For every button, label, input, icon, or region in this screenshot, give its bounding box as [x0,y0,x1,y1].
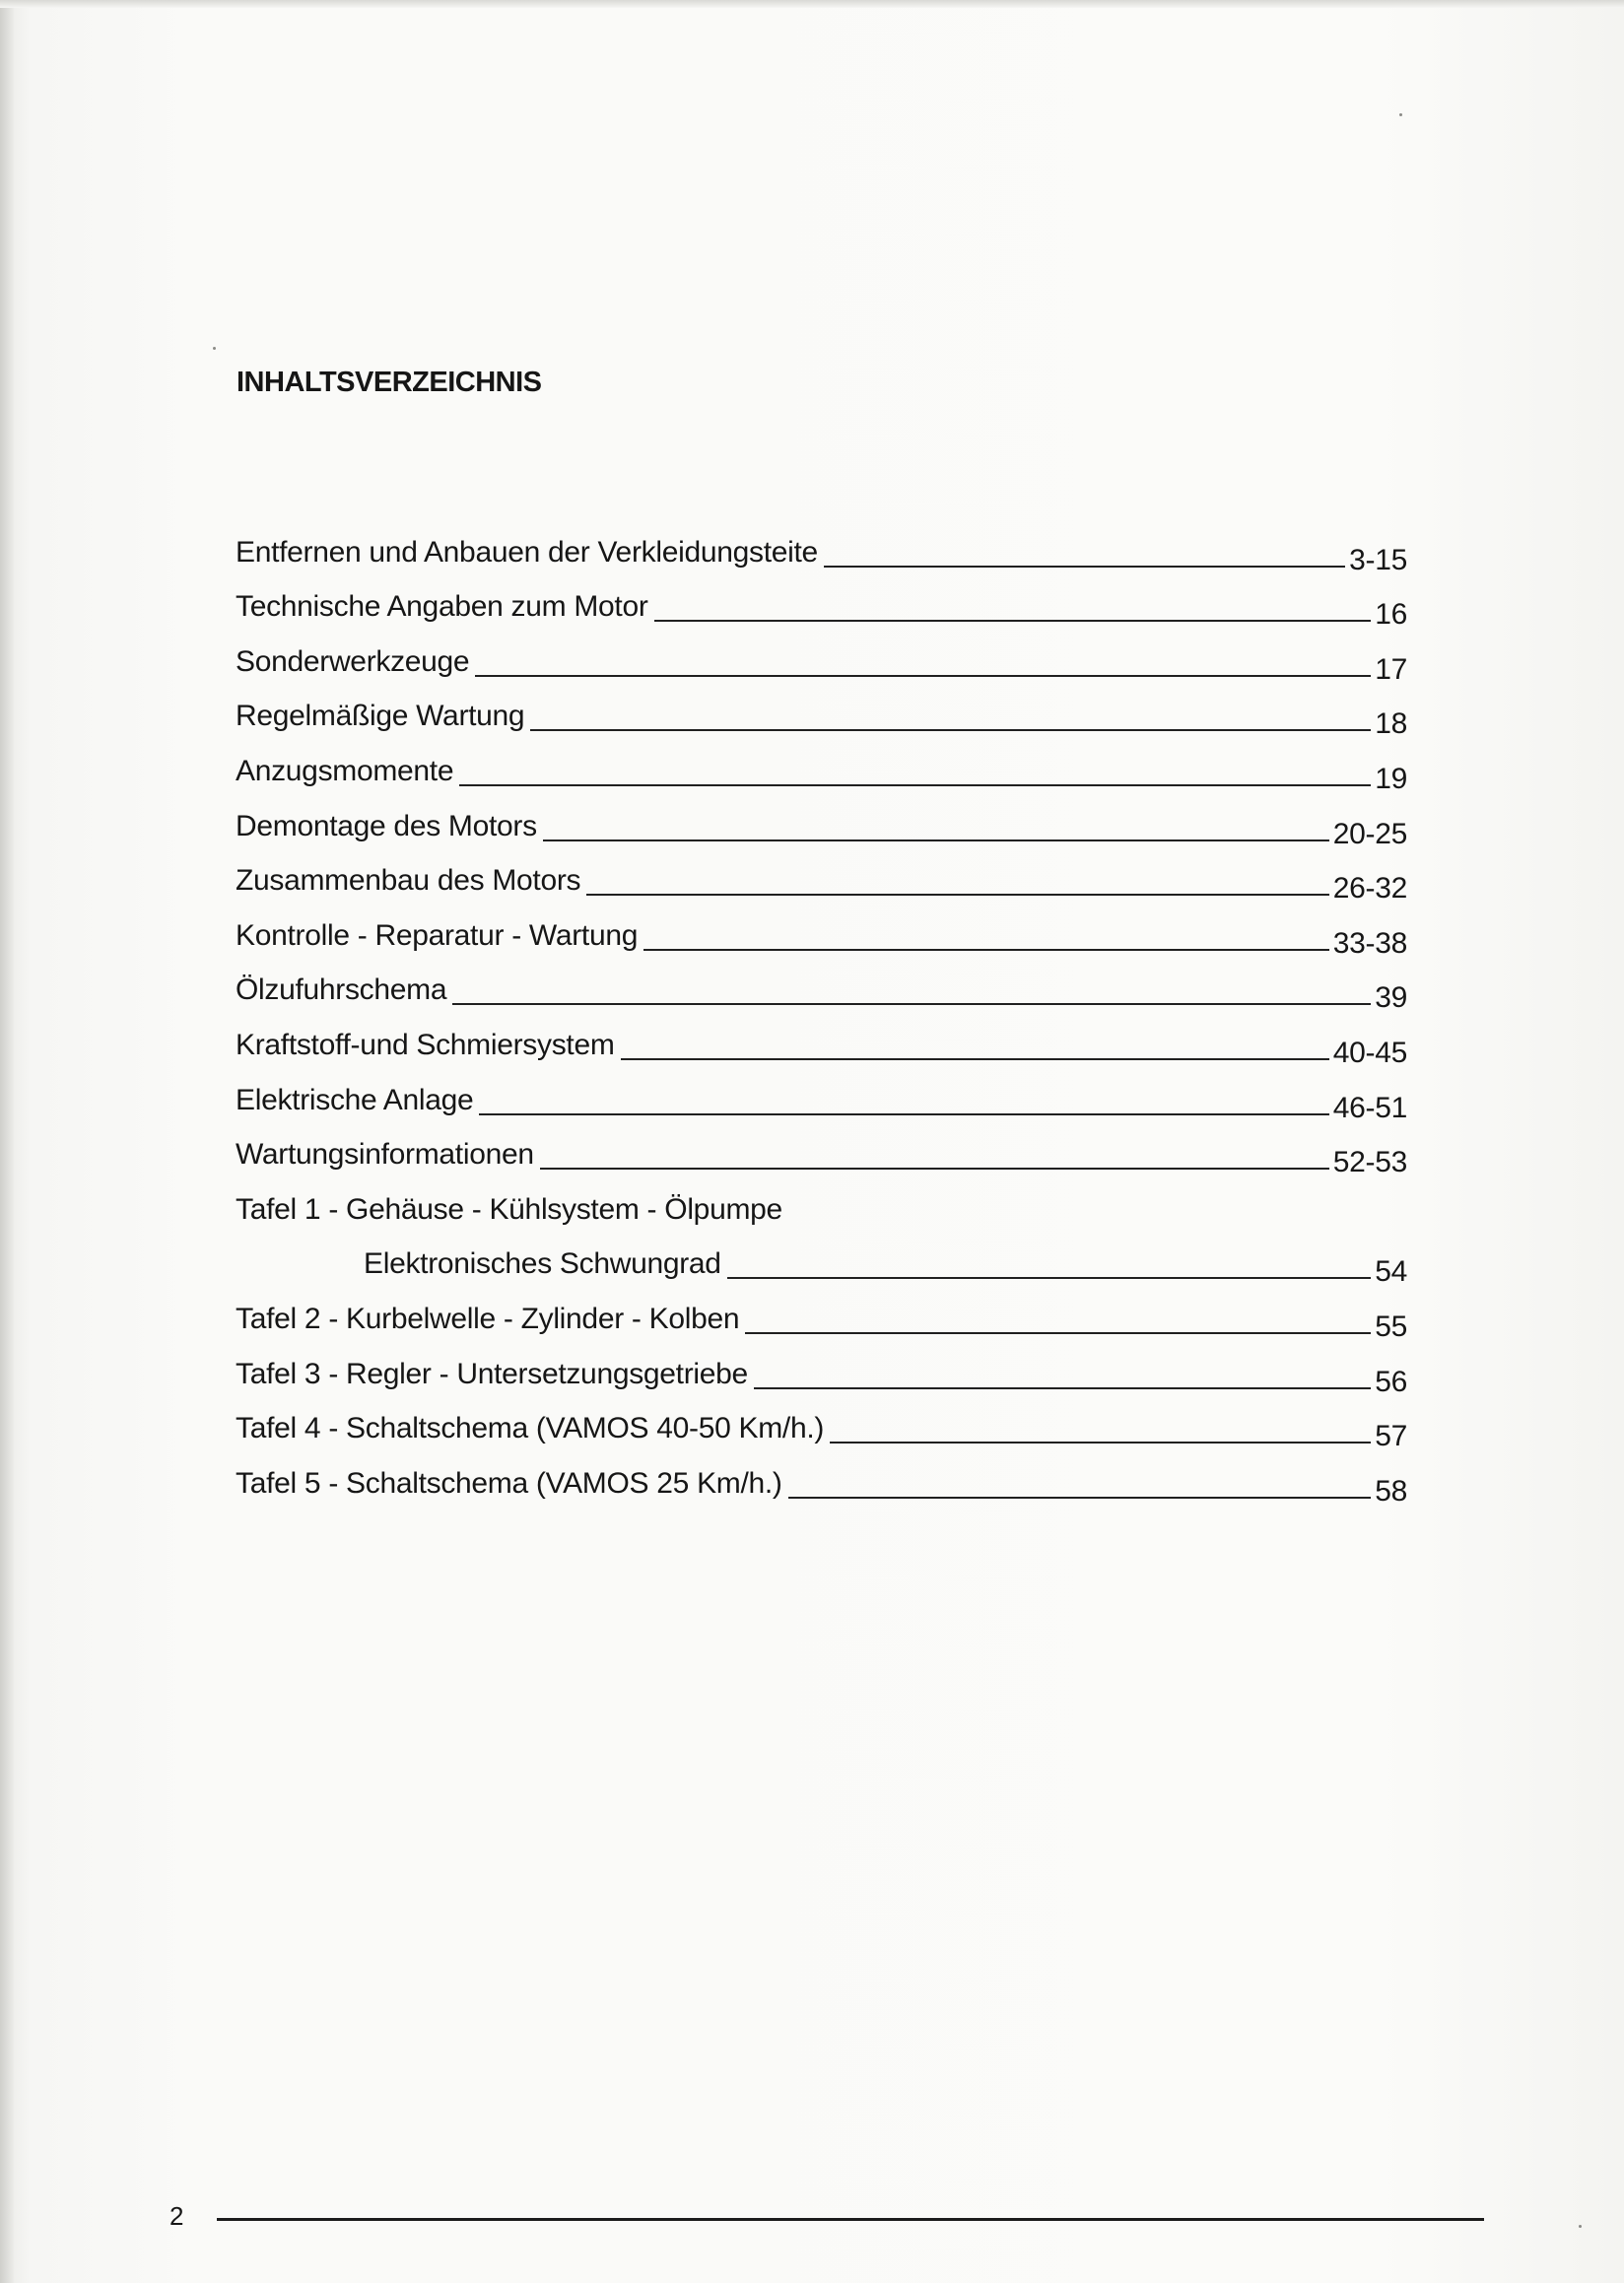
toc-entry-label: Demontage des Motors [236,809,537,842]
toc-entry-label: Elektronisches Schwungrad [364,1247,721,1281]
toc-entry-label: Tafel 1 - Gehäuse - Kühlsystem - Ölpumpe [236,1192,782,1226]
toc-entry-label: Ölzufuhrschema [236,974,447,1007]
toc-entry-label: Regelmäßige Wartung [236,700,525,733]
toc-entry-pages: 56 [1375,1365,1407,1398]
toc-entry [236,961,1407,1016]
toc-leader-line [654,620,1372,622]
toc-entry-label: Sonderwerkzeuge [236,644,470,678]
toc-entry [236,741,1407,796]
page-top-edge [0,0,1624,8]
toc-leader-line [475,675,1371,677]
toc-entry-label: Elektrische Anlage [236,1083,474,1116]
toc-entry [236,632,1407,687]
page-number: 2 [169,2201,184,2231]
toc-entry-pages: 17 [1375,652,1407,686]
toc-leader-line [452,1003,1371,1005]
toc-entry-pages: 52-53 [1332,1146,1407,1179]
paper-speck [1399,113,1402,116]
toc-entry-pages: 3-15 [1349,543,1407,576]
toc-entry-label: Wartungsinformationen [236,1138,534,1172]
toc-entry [236,851,1407,906]
toc-entry-pages: 26-32 [1332,872,1407,906]
toc-entry-label: Tafel 5 - Schaltschema (VAMOS 25 Km/h.) [236,1466,782,1500]
toc-entry-pages: 33-38 [1332,926,1407,960]
toc-entry-label: Kontrolle - Reparatur - Wartung [236,918,639,952]
toc-entry-label: Entfernen und Anbauen der Verkleidungsteite [236,535,818,569]
toc-entry-label: Technische Angaben zum Motor [236,590,648,624]
toc-entry-label: Kraftstoff-und Schmiersystem [236,1028,615,1061]
toc-entry-pages: 46-51 [1332,1091,1407,1124]
toc-leader-line [643,949,1329,951]
toc-entry-pages: 18 [1375,707,1407,741]
toc-entry [236,522,1407,577]
toc-entry-pages: 57 [1375,1420,1407,1453]
paper-speck [1579,2225,1582,2228]
toc-leader-line [543,839,1329,841]
toc-entry [236,577,1407,633]
toc-entry [236,1015,1407,1070]
toc-entry [236,796,1407,851]
toc-entry-pages: 54 [1375,1255,1407,1289]
toc-leader-line [727,1277,1372,1279]
toc-leader-line [586,894,1329,896]
toc-entry-pages: 58 [1375,1474,1407,1508]
toc-entry-label: Tafel 3 - Regler - Untersetzungsgetriebe [236,1357,748,1390]
toc-entry [236,1344,1407,1399]
toc-leader-line [621,1058,1329,1060]
toc-entry-pages: 20-25 [1332,817,1407,850]
toc-entry [236,1399,1407,1454]
toc-entry [236,906,1407,961]
page-left-edge [0,0,14,2283]
toc-entry-label: Zusammenbau des Motors [236,864,581,898]
toc-entry-pages: 19 [1375,762,1407,795]
toc-leader-line [754,1387,1371,1389]
toc-leader-line [459,784,1371,786]
paper-speck [213,347,216,350]
toc-entry-label: Tafel 4 - Schaltschema (VAMOS 40-50 Km/h.) [236,1412,825,1445]
footer-rule [217,2218,1484,2221]
toc-entry-label: Anzugsmomente [236,754,454,787]
toc-entry-label: Tafel 2 - Kurbelwelle - Zylinder - Kolben [236,1302,740,1335]
toc-leader-line [830,1442,1371,1444]
toc-leader-line [824,566,1345,568]
page-title: INHALTSVERZEICHNIS [237,367,542,398]
toc-entry [236,1453,1407,1509]
toc-entry-pages: 39 [1375,981,1407,1015]
toc-leader-line [745,1332,1371,1334]
toc-entry-pages: 40-45 [1332,1036,1407,1069]
toc-leader-line [479,1113,1328,1115]
toc-leader-line [530,729,1371,731]
toc-entry-pages: 16 [1375,598,1407,632]
toc-entry [236,1179,1407,1235]
toc-entry [236,1289,1407,1344]
toc-entry [236,1070,1407,1125]
toc-leader-line [788,1497,1372,1499]
toc-entry [236,1235,1407,1290]
toc-entry-pages: 55 [1375,1309,1407,1343]
toc-entry [236,687,1407,742]
toc-entry [236,1125,1407,1180]
toc-leader-line [540,1168,1329,1170]
table-of-contents [236,522,1407,1509]
